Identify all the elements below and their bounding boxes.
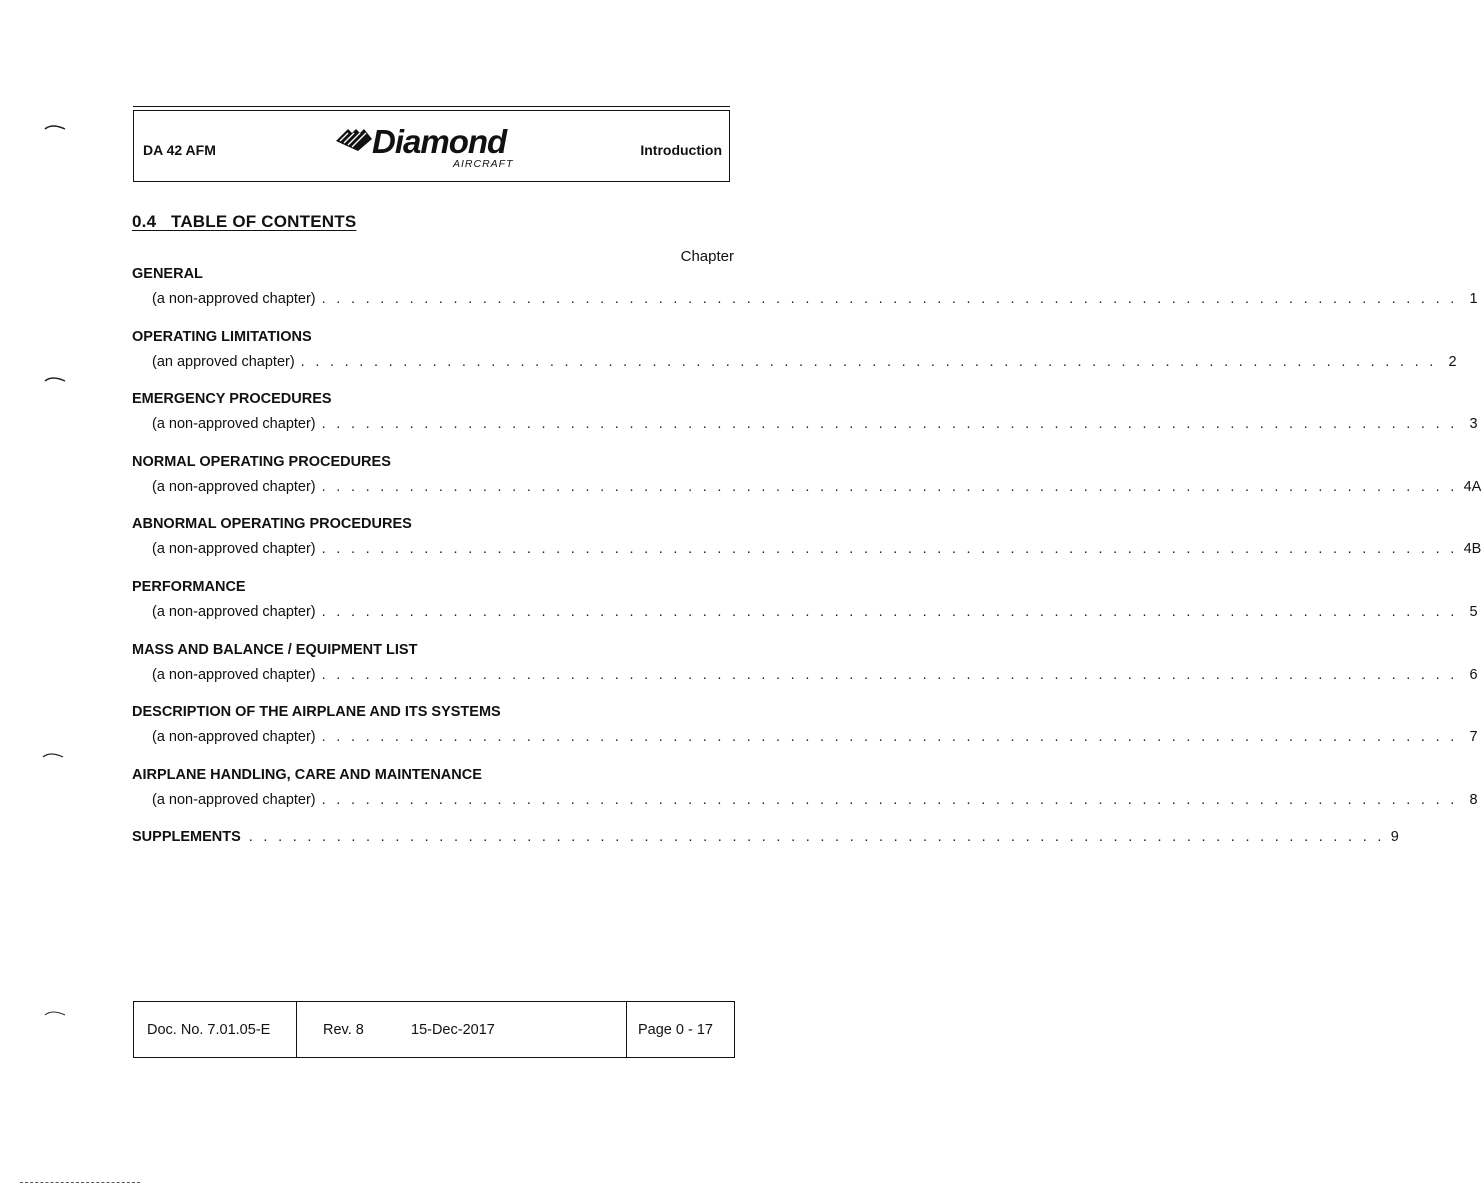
dot-leader: . . . . . . . . . . . . . . . . . . . . . . . . . . . . . . . . . . . . . . . . . . . . . . . . . . . . . . . . . . . . . . . . . . . . . . . . . . . . . . xyxy=(321,729,1458,746)
toc-entry-desc: (a non-approved chapter) xyxy=(152,666,316,683)
toc-entry-desc: (an approved chapter) xyxy=(152,353,295,370)
dot-leader: . . . . . . . . . . . . . . . . . . . . . . . . . . . . . . . . . . . . . . . . . . . . . . . . . . . . . . . . . . . . . . . . . . . . . . . . . . . . . . xyxy=(321,791,1458,808)
toc-entry-title: SUPPLEMENTS xyxy=(132,829,241,846)
dot-leader: . . . . . . . . . . . . . . . . . . . . . . . . . . . . . . . . . . . . . . . . . . . . . . . . . . . . . . . . . . . . . . . . . . . . . . . . . . . . . . xyxy=(321,416,1458,433)
dot-leader: . . . . . . . . . . . . . . . . . . . . . . . . . . . . . . . . . . . . . . . . . . . . . . . . . . . . . . . . . . . . . . . . . . . . . . . . . . . . . . xyxy=(248,829,1385,846)
toc-entry-chapter: 3 xyxy=(1469,416,1478,433)
revision: Rev. 8 xyxy=(323,1022,364,1038)
dot-leader: . . . . . . . . . . . . . . . . . . . . . . . . . . . . . . . . . . . . . . . . . . . . . . . . . . . . . . . . . . . . . . . . . . . . . . . . . . . . . . xyxy=(321,478,1458,495)
toc-entry-chapter: 9 xyxy=(1390,829,1399,846)
section-name: Introduction xyxy=(640,142,722,158)
toc-entry-chapter: 5 xyxy=(1469,603,1478,620)
logo-wordmark: Diamond xyxy=(372,123,507,160)
page-title: 0.4 TABLE OF CONTENTS xyxy=(132,212,357,231)
diamond-wing-icon xyxy=(334,125,374,155)
scan-mark xyxy=(44,1010,66,1016)
dot-leader: . . . . . . . . . . . . . . . . . . . . . . . . . . . . . . . . . . . . . . . . . . . . . . . . . . . . . . . . . . . . . . . . . . . . . . . . . . . . . . xyxy=(300,353,1437,370)
diamond-logo xyxy=(334,121,534,176)
chapter-column-header: Chapter xyxy=(680,248,734,265)
dot-leader: . . . . . . . . . . . . . . . . . . . . . . . . . . . . . . . . . . . . . . . . . . . . . . . . . . . . . . . . . . . . . . . . . . . . . . . . . . . . . . xyxy=(321,291,1458,307)
toc-entry-title: OPERATING LIMITATIONS xyxy=(132,328,312,345)
toc-entry-supplements[interactable] xyxy=(132,827,1399,857)
toc-entry-chapter: 6 xyxy=(1469,666,1478,683)
page-number: Page 0 - 17 xyxy=(638,1022,713,1038)
toc-entry-operating-limitations[interactable] xyxy=(132,327,1457,390)
dot-leader: . . . . . . . . . . . . . . . . . . . . . . . . . . . . . . . . . . . . . . . . . . . . . . . . . . . . . . . . . . . . . . . . . . . . . . . . . . . . . . xyxy=(321,541,1458,558)
page-footer xyxy=(133,1001,735,1058)
toc-entry-chapter: 4B xyxy=(1463,541,1481,558)
doc-name: DA 42 AFM xyxy=(143,142,216,158)
toc-entry-title: EMERGENCY PROCEDURES xyxy=(132,391,332,408)
toc-entry-desc: (a non-approved chapter) xyxy=(152,603,316,620)
page-header xyxy=(133,110,730,182)
dot-leader: . . . . . . . . . . . . . . . . . . . . . . . . . . . . . . . . . . . . . . . . . . . . . . . . . . . . . . . . . . . . . . . . . . . . . . . . . . . . . . xyxy=(321,603,1458,620)
scan-mark xyxy=(44,376,66,382)
toc-entry-abnormal-operating-procedures[interactable] xyxy=(132,514,1481,577)
toc-entry-desc: (a non-approved chapter) xyxy=(152,416,316,433)
scan-mark xyxy=(44,124,66,130)
scan-mark xyxy=(42,752,64,758)
table-of-contents xyxy=(132,264,1481,857)
toc-entry-desc: (a non-approved chapter) xyxy=(152,791,316,808)
revision-date: 15-Dec-2017 xyxy=(411,1022,495,1038)
toc-entry-performance[interactable] xyxy=(132,577,1478,640)
toc-entry-airplane-handling[interactable] xyxy=(132,765,1478,828)
doc-number: Doc. No. 7.01.05-E xyxy=(147,1022,271,1038)
toc-entry-emergency-procedures[interactable] xyxy=(132,389,1478,452)
toc-entry-title: PERFORMANCE xyxy=(132,578,246,595)
dot-leader: . . . . . . . . . . . . . . . . . . . . . . . . . . . . . . . . . . . . . . . . . . . . . . . . . . . . . . . . . . . . . . . . . . . . . . . . . . . . . . xyxy=(321,666,1458,683)
toc-entry-chapter: 1 xyxy=(1469,291,1478,307)
toc-entry-chapter: 4A xyxy=(1463,478,1481,495)
toc-entry-title: MASS AND BALANCE / EQUIPMENT LIST xyxy=(132,641,418,658)
toc-entry-general[interactable] xyxy=(132,264,1478,327)
toc-entry-mass-and-balance[interactable] xyxy=(132,640,1478,703)
toc-entry-normal-operating-procedures[interactable] xyxy=(132,452,1481,515)
toc-entry-chapter: 7 xyxy=(1469,729,1478,746)
toc-entry-title: GENERAL xyxy=(132,266,203,282)
toc-entry-title: DESCRIPTION OF THE AIRPLANE AND ITS SYSTEMS xyxy=(132,704,501,721)
logo-subtitle: AIRCRAFT xyxy=(453,158,514,170)
toc-entry-title: ABNORMAL OPERATING PROCEDURES xyxy=(132,516,412,533)
toc-entry-desc: (a non-approved chapter) xyxy=(152,541,316,558)
toc-entry-chapter: 2 xyxy=(1448,353,1457,370)
toc-entry-description-of-airplane[interactable] xyxy=(132,702,1478,765)
toc-entry-chapter: 8 xyxy=(1469,791,1478,808)
toc-entry-desc: (a non-approved chapter) xyxy=(152,729,316,746)
scan-edge-mark xyxy=(20,1182,140,1183)
toc-entry-desc: (a non-approved chapter) xyxy=(152,291,316,307)
toc-entry-desc: (a non-approved chapter) xyxy=(152,478,316,495)
toc-entry-title: AIRPLANE HANDLING, CARE AND MAINTENANCE xyxy=(132,766,482,783)
toc-entry-title: NORMAL OPERATING PROCEDURES xyxy=(132,453,391,470)
